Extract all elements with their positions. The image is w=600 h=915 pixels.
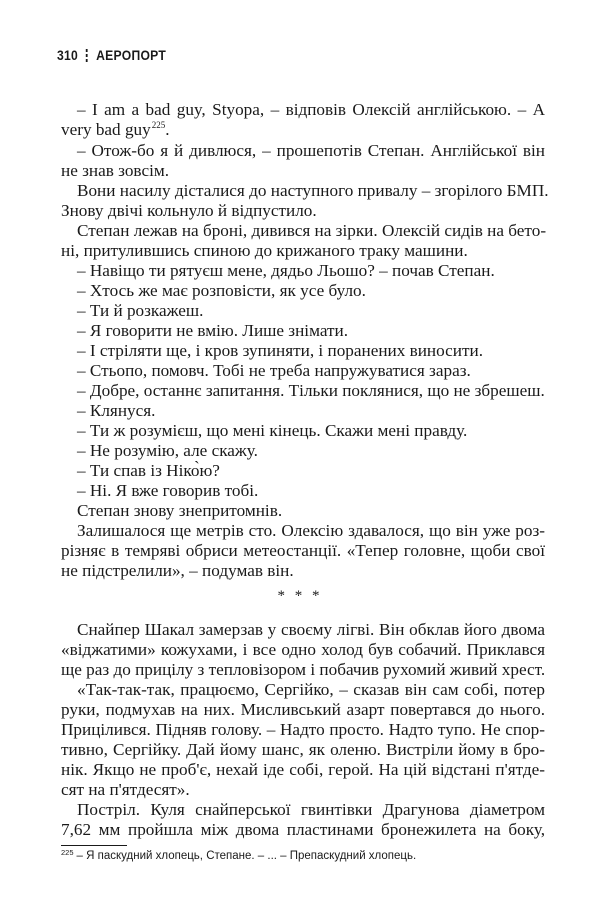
text-line: – Хтось же має розповісти, як усе було. [77,281,366,300]
text-line: ні, притулившись спиною до крижаного траку машини. [61,241,468,260]
text-line: Залишалося ще метрів сто. Олексію здавалося, що він уже роз- [77,521,545,540]
text-line: ще раз до прицілу з тепловізором і побачив рухомий живий хрест. [61,660,546,679]
text-line: різняє в темряві обриси метеостанції. «Тепер головне, щоби свої [61,541,545,560]
footnote [61,850,416,862]
footnote-rule [61,845,127,846]
text-line: – Ти ж розумієш, що мені кінець. Скажи мені правду. [77,421,468,440]
text-line: – Я говорити не вмію. Лише знімати. [77,321,349,340]
text-line: Степан знову знепритомнів. [77,501,283,520]
text-line: – Навіщо ти рятуєш мене, дядьо Льошо? – почав Степан. [77,261,495,280]
text-fragment: . [165,120,170,139]
running-header [57,48,166,63]
text-line: «Так-так-так, працюємо, Сергійко, – сказав він сам собі, потер [77,680,545,699]
text-line: – Отож-бо я й дивлюся, – прошепотів Степан. Англійської він [77,141,545,160]
text-line: – Добре, останнє запитання. Тільки поклянися, що не збрешеш. [77,381,545,400]
text-line: «віджатими» кожухами, і все одно холод був собачий. Приклався [61,640,545,659]
footnote-number: 225 [61,848,74,857]
running-title: АЕРОПОРТ [96,48,167,63]
text-line: 7,62 мм пройшла між двома пластинами бронежилета на боку, [61,820,545,839]
text-line: Степан лежав на броні, дивився на зірки. Олексій сидів на бето- [77,221,547,240]
text-line: – І стріляти ще, і кров зупиняти, і поранених виносити. [77,341,483,360]
text-line: – Клянуся. [77,401,156,420]
text-line: – I am a bad guy, Styopa, – відповів Олексій англійською. – A [77,100,545,119]
header-separator [86,49,88,62]
page-number: 310 [57,48,79,63]
text-line: руки, подмухав на них. Мисливський азарт повертався до нього. [61,700,545,719]
text-line: – Ти й розкажеш. [77,301,204,320]
text-line [61,120,545,142]
text-line: нік. Якщо не проб'є, нехай іде собі, герой. На цій відстані п'ятде- [61,760,545,779]
footnote-reference[interactable]: 225 [151,120,166,130]
text-fragment: very bad guy [61,120,151,139]
text-line: – Ти спав із Ніко̀ю? [77,461,220,480]
footnote-text: – Я паскудний хлопець, Степане. – ... – Препаскудний хлопець. [76,850,417,862]
text-line: Снайпер Шакал замерзав у своєму лігві. Він обклав його двома [77,620,545,639]
text-line: не підстрелили», – подумав він. [61,561,294,580]
text-line: Знову двічі кольнуло й відпустило. [61,201,317,220]
section-separator: * * * [277,588,323,604]
text-line: – Не розумію, але скажу. [77,441,258,460]
text-line: тивно, Сергійку. Дай йому шанс, як оленю. Вистріли йому в бро- [61,740,545,759]
text-line: не знав зовсім. [61,161,170,180]
text-line: Вони насилу дісталися до наступного привалу – згорілого БМП. [77,181,549,200]
text-line: Постріл. Куля снайперської гвинтівки Драгунова діаметром [77,800,545,819]
text-line: Прицілився. Підняв голову. – Надто просто. Надто тупо. Не спор- [61,720,545,739]
text-line: – Стьопо, помовч. Тобі не треба напружуватися зараз. [77,361,471,380]
text-line: сят на п'ятдесят». [61,780,190,799]
text-line: – Ні. Я вже говорив тобі. [77,481,259,500]
